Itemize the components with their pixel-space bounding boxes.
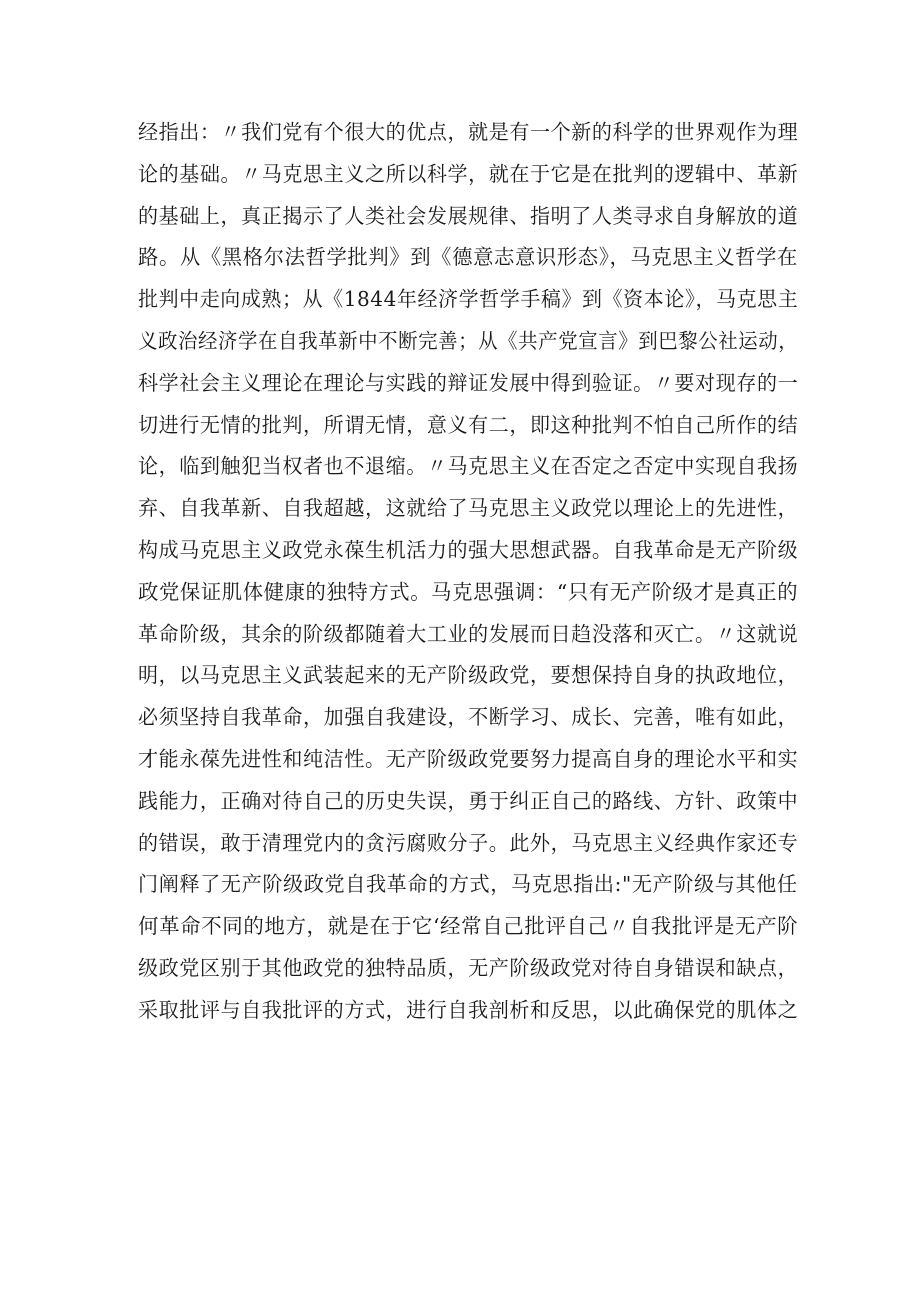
text-line: 践能力，正确对待自己的历史失误，勇于纠正自己的路线、方针、政策中 [138, 788, 799, 813]
text-line: 必须坚持自我革命，加强自我建设，不断学习、成长、完善，唯有如此， [138, 705, 799, 730]
text-line: 弃、自我革新、自我超越，这就给了马克思主义政党以理论上的先进性， [138, 496, 799, 521]
text-line: 明，以马克思主义武装起来的无产阶级政党，要想保持自身的执政地位， [138, 663, 799, 688]
text-line: 的基础上，真正揭示了人类社会发展规律、指明了人类寻求自身解放的道 [138, 203, 799, 228]
text-line: 革命阶级，其余的阶级都随着大工业的发展而日趋没落和灭亡。〃这就说 [138, 621, 799, 646]
text-line: 级政党区别于其他政党的独特品质，无产阶级政党对待自身错误和缺点， [138, 955, 799, 980]
text-line: 经指出：〃我们党有个很大的优点，就是有一个新的科学的世界观作为理 [138, 120, 799, 144]
text-line: 义政治经济学在自我革新中不断完善；从《共产党宣言》到巴黎公社运动， [138, 328, 799, 353]
text-line: 论，临到触犯当权者也不退缩。〃马克思主义在否定之否定中实现自我扬 [138, 454, 799, 479]
text-line: 科学社会主义理论在理论与实践的辩证发展中得到验证。〃要对现存的一 [138, 370, 799, 395]
text-line: 路。从《黑格尔法哲学批判》到《德意志意识形态》，马克思主义哲学在 [138, 245, 798, 270]
body-text [138, 112, 798, 1032]
text-line: 门阐释了无产阶级政党自我革命的方式，马克思指出:"无产阶级与其他任 [138, 872, 798, 897]
text-line: 采取批评与自我批评的方式，进行自我剖析和反思，以此确保党的肌体之 [138, 997, 799, 1022]
text-line: 才能永葆先进性和纯洁性。无产阶级政党要努力提高自身的理论水平和实 [138, 746, 799, 771]
text-line: 论的基础。〃马克思主义之所以科学，就在于它是在批判的逻辑中、革新 [138, 161, 799, 186]
text-line: 切进行无情的批判，所谓无情，意义有二，即这种批判不怕自己所作的结 [138, 412, 799, 437]
text-line: 构成马克思主义政党永葆生机活力的强大思想武器。自我革命是无产阶级 [138, 537, 799, 562]
text-line: 何革命不同的地方，就是在于它‘经常自己批评自己〃自我批评是无产阶 [138, 914, 799, 939]
text-line: 政党保证肌体健康的独特方式。马克思强调：“只有无产阶级才是真正的 [138, 579, 799, 604]
text-line: 批判中走向成熟；从《1844年经济学哲学手稿》到《资本论》，马克思主 [138, 287, 799, 312]
text-line: 的错误，敢于清理党内的贪污腐败分子。此外，马克思主义经典作家还专 [138, 830, 799, 855]
